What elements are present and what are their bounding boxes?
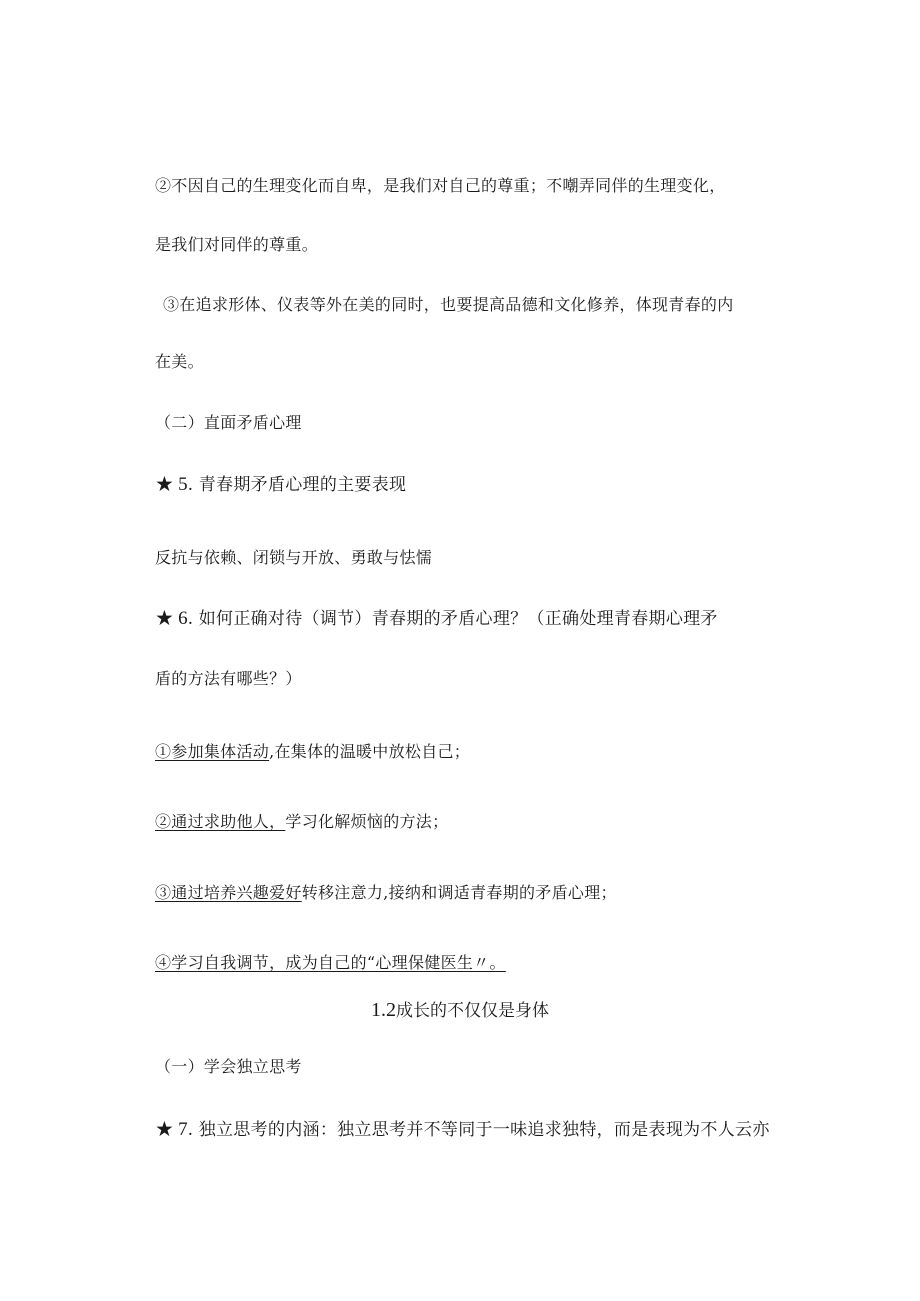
answer-item xyxy=(155,742,470,762)
answer-item xyxy=(155,812,448,832)
answer-line: 反抗与依赖、闭锁与开放、勇敢与怯懦 xyxy=(155,548,433,567)
answer-rest: 转移注意力,接纳和调适青春期的矛盾心理； xyxy=(301,883,617,902)
question-text: 如何正确对待（调节）青春期的矛盾心理？（正确处理青春期心理矛 xyxy=(198,609,718,629)
underlined-phrase: ③通过培养兴趣爱好 xyxy=(155,883,302,902)
question-heading xyxy=(155,608,718,629)
question-heading xyxy=(155,1119,770,1140)
paragraph-line: 在美。 xyxy=(155,352,204,371)
question-number: 5. xyxy=(178,474,193,495)
question-text: 青春期矛盾心理的主要表现 xyxy=(198,475,407,495)
subsection-heading: （一）学会独立思考 xyxy=(155,1057,302,1076)
star-icon: ★ xyxy=(155,1117,175,1141)
answer-item xyxy=(155,953,506,973)
paragraph-line: 盾的方法有哪些？） xyxy=(155,669,302,688)
star-icon: ★ xyxy=(155,606,175,630)
question-number: 6. xyxy=(178,608,193,629)
paragraph-line: ③在追求形体、仪表等外在美的同时，也要提高品德和文化修养，体现青春的内 xyxy=(163,295,734,314)
paragraph-line: ②不因自己的生理变化而自卑，是我们对自己的尊重；不嘲弄同伴的生理变化， xyxy=(155,176,726,195)
answer-item xyxy=(155,883,617,903)
answer-rest: 学习化解烦恼的方法； xyxy=(285,812,449,831)
underlined-phrase: ①参加集体活动 xyxy=(155,742,270,761)
paragraph-line: 是我们对同伴的尊重。 xyxy=(155,235,319,254)
section-num-text: 1.2 xyxy=(371,999,396,1021)
section-title-text: 成长的不仅仅是身体 xyxy=(396,1001,549,1021)
underlined-phrase: ④学习自我调节，成为自己的“心理保健医生〃。 xyxy=(155,953,506,972)
answer-rest: ,在集体的温暖中放松自己； xyxy=(269,742,471,761)
section-title xyxy=(0,999,920,1022)
subsection-heading: （二）直面矛盾心理 xyxy=(155,413,302,432)
question-heading xyxy=(155,474,406,495)
question-text: 独立思考的内涵：独立思考并不等同于一味追求独特，而是表现为不人云亦 xyxy=(198,1120,770,1140)
question-number: 7. xyxy=(178,1119,193,1140)
star-icon: ★ xyxy=(155,472,175,496)
underlined-phrase: ②通过求助他人， xyxy=(155,812,286,831)
